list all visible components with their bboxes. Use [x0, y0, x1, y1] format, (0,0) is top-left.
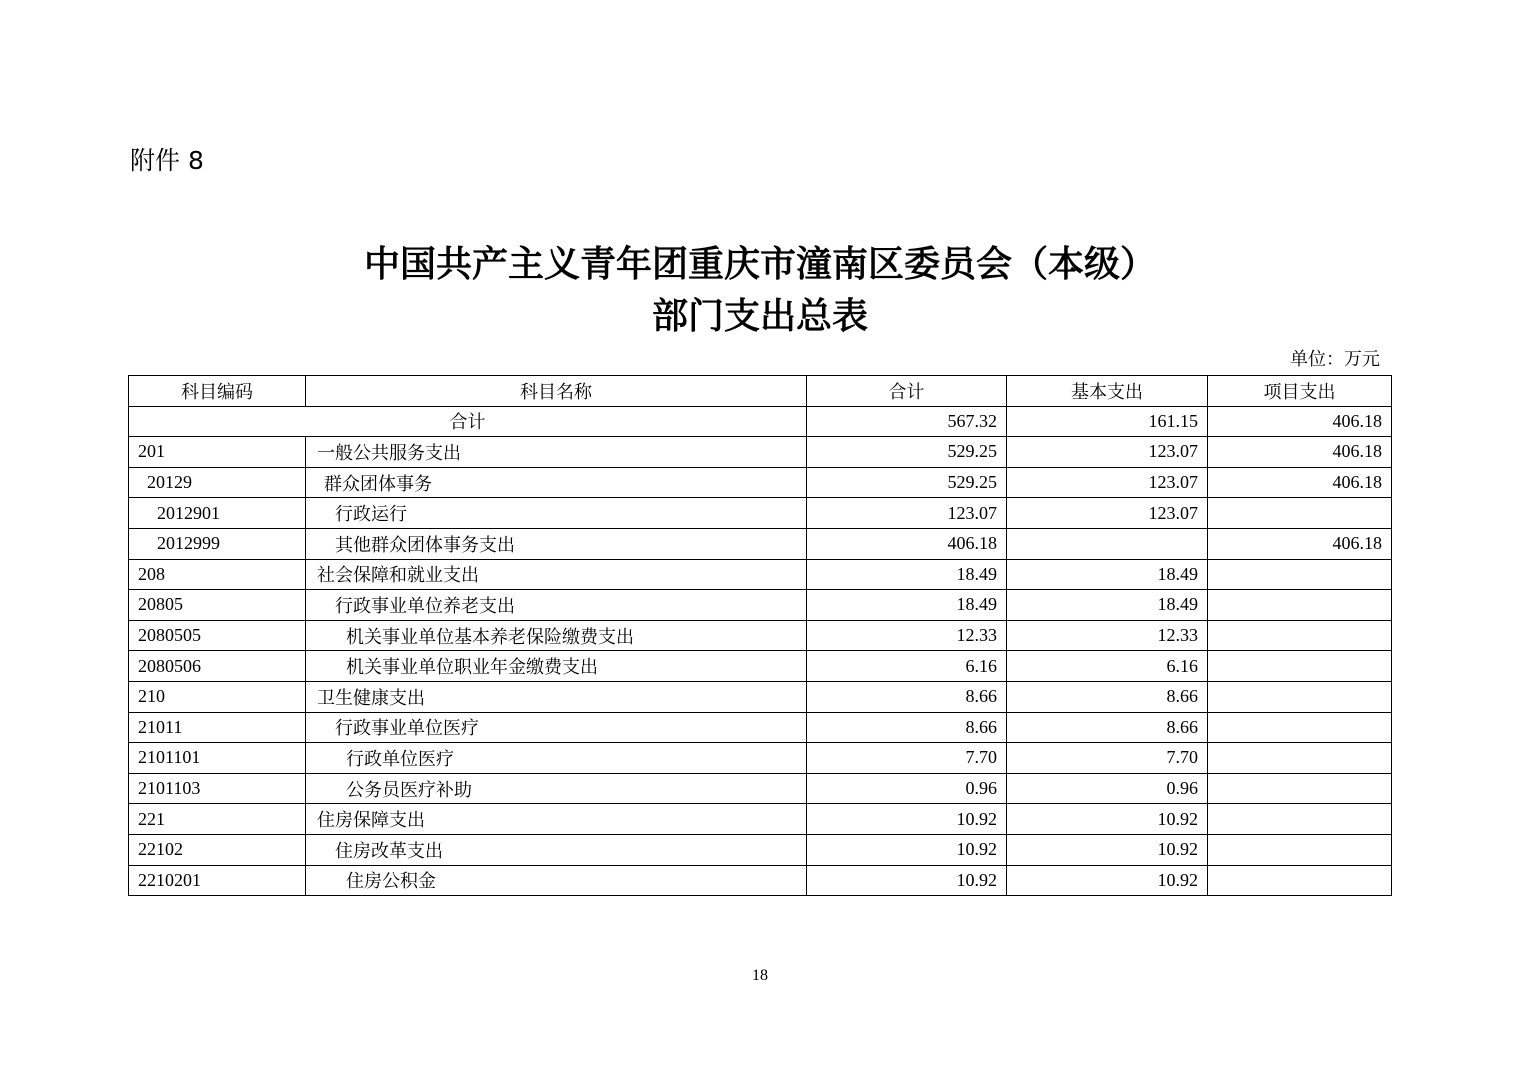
row-name: 一般公共服务支出	[306, 437, 807, 468]
row-name: 机关事业单位基本养老保险缴费支出	[306, 620, 807, 651]
table-row	[129, 712, 1392, 743]
table-row	[129, 804, 1392, 835]
row-name: 其他群众团体事务支出	[306, 528, 807, 559]
row-project	[1208, 559, 1392, 590]
table-row	[129, 865, 1392, 896]
row-name: 卫生健康支出	[306, 681, 807, 712]
page-title-line2: 部门支出总表	[651, 296, 868, 337]
row-basic: 6.16	[1007, 651, 1208, 682]
row-total: 18.49	[807, 590, 1007, 621]
table-row	[129, 498, 1392, 529]
table-row	[129, 528, 1392, 559]
row-project	[1208, 834, 1392, 865]
header-basic: 基本支出	[1007, 376, 1208, 407]
row-total: 8.66	[807, 681, 1007, 712]
row-project	[1208, 651, 1392, 682]
row-total: 10.92	[807, 804, 1007, 835]
row-project	[1208, 681, 1392, 712]
row-name: 行政单位医疗	[306, 743, 807, 774]
row-basic: 8.66	[1007, 681, 1208, 712]
row-code: 20129	[129, 467, 306, 498]
row-code: 210	[129, 681, 306, 712]
table-row	[129, 773, 1392, 804]
row-total: 406.18	[807, 528, 1007, 559]
table-row	[129, 681, 1392, 712]
row-name: 行政事业单位医疗	[306, 712, 807, 743]
row-project	[1208, 773, 1392, 804]
header-total: 合计	[807, 376, 1007, 407]
row-name: 社会保障和就业支出	[306, 559, 807, 590]
page-number: 18	[752, 967, 768, 984]
table-row	[129, 620, 1392, 651]
row-code: 201	[129, 437, 306, 468]
row-name: 公务员医疗补助	[306, 773, 807, 804]
table-row	[129, 559, 1392, 590]
row-name: 住房改革支出	[306, 834, 807, 865]
table-row	[129, 743, 1392, 774]
total-basic: 161.15	[1007, 406, 1208, 437]
table-row	[129, 834, 1392, 865]
row-basic: 123.07	[1007, 498, 1208, 529]
table-row	[129, 437, 1392, 468]
row-project	[1208, 620, 1392, 651]
row-total: 529.25	[807, 437, 1007, 468]
row-name: 群众团体事务	[306, 467, 807, 498]
table-row	[129, 590, 1392, 621]
table-header-row	[129, 376, 1392, 407]
row-basic: 10.92	[1007, 804, 1208, 835]
row-code: 2101101	[129, 743, 306, 774]
row-name: 住房公积金	[306, 865, 807, 896]
expenditure-table	[128, 375, 1392, 896]
page-title-line1: 中国共产主义青年团重庆市潼南区委员会（本级）	[363, 244, 1156, 285]
row-code: 2080505	[129, 620, 306, 651]
row-code: 2101103	[129, 773, 306, 804]
row-basic: 123.07	[1007, 467, 1208, 498]
row-total: 123.07	[807, 498, 1007, 529]
total-row	[129, 406, 1392, 437]
row-total: 8.66	[807, 712, 1007, 743]
row-basic: 12.33	[1007, 620, 1208, 651]
row-total: 6.16	[807, 651, 1007, 682]
row-code: 2012999	[129, 528, 306, 559]
row-code: 221	[129, 804, 306, 835]
table-row	[129, 467, 1392, 498]
row-project	[1208, 590, 1392, 621]
header-name: 科目名称	[306, 376, 807, 407]
row-project	[1208, 498, 1392, 529]
row-basic: 10.92	[1007, 865, 1208, 896]
row-project: 406.18	[1208, 528, 1392, 559]
row-code: 2012901	[129, 498, 306, 529]
row-project: 406.18	[1208, 467, 1392, 498]
table-row	[129, 651, 1392, 682]
row-project	[1208, 804, 1392, 835]
header-code: 科目编码	[129, 376, 306, 407]
row-basic	[1007, 528, 1208, 559]
row-basic: 0.96	[1007, 773, 1208, 804]
row-basic: 7.70	[1007, 743, 1208, 774]
row-name: 行政运行	[306, 498, 807, 529]
row-total: 529.25	[807, 467, 1007, 498]
row-code: 208	[129, 559, 306, 590]
total-project: 406.18	[1208, 406, 1392, 437]
row-code: 21011	[129, 712, 306, 743]
row-basic: 10.92	[1007, 834, 1208, 865]
row-name: 机关事业单位职业年金缴费支出	[306, 651, 807, 682]
row-code: 2210201	[129, 865, 306, 896]
total-amount: 567.32	[807, 406, 1007, 437]
row-total: 10.92	[807, 865, 1007, 896]
row-code: 22102	[129, 834, 306, 865]
attachment-label: 附件 8	[130, 146, 204, 175]
total-label: 合计	[129, 406, 807, 437]
header-project: 项目支出	[1208, 376, 1392, 407]
row-project	[1208, 712, 1392, 743]
row-code: 20805	[129, 590, 306, 621]
row-project	[1208, 743, 1392, 774]
row-total: 10.92	[807, 834, 1007, 865]
row-project	[1208, 865, 1392, 896]
row-code: 2080506	[129, 651, 306, 682]
row-name: 行政事业单位养老支出	[306, 590, 807, 621]
row-basic: 123.07	[1007, 437, 1208, 468]
row-basic: 18.49	[1007, 559, 1208, 590]
unit-label: 单位：万元	[1290, 349, 1380, 369]
row-total: 0.96	[807, 773, 1007, 804]
row-basic: 8.66	[1007, 712, 1208, 743]
row-basic: 18.49	[1007, 590, 1208, 621]
row-total: 18.49	[807, 559, 1007, 590]
row-total: 7.70	[807, 743, 1007, 774]
row-name: 住房保障支出	[306, 804, 807, 835]
row-total: 12.33	[807, 620, 1007, 651]
row-project: 406.18	[1208, 437, 1392, 468]
